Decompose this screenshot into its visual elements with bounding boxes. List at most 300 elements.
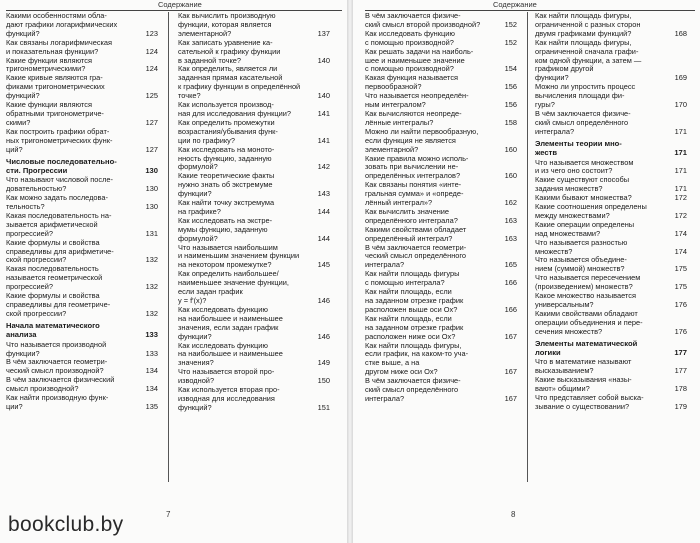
toc-entry-text: с помощью интеграла? (365, 278, 445, 288)
toc-entry-line: В чём заключается физиче- (365, 11, 461, 20)
toc-entry-text: функций? (6, 91, 40, 101)
toc-entry-line: Как записать уравнение ка- (178, 37, 273, 47)
column-divider (527, 12, 528, 482)
toc-page-number: 125 (145, 91, 158, 101)
toc-entry-line: Что называется наибольшим (178, 242, 278, 252)
toc-entry (178, 342, 330, 369)
toc-entry-line: шее и наименьшее значение (365, 55, 465, 65)
toc-entry-line: Как найти площадь фигуры, (365, 340, 462, 350)
toc-page-number: 160 (504, 171, 517, 181)
toc-entry-text: функции? (178, 331, 212, 341)
toc-page-number: 156 (504, 100, 517, 110)
toc-entry-line: Можно ли найти первообразную, (365, 126, 479, 136)
toc-entry-line-with-page (6, 310, 158, 319)
toc-entry-line: Какие соотношения определены (535, 202, 647, 212)
toc-entry-line: Как исследовать на экстре- (178, 215, 273, 225)
toc-entry-line: Как определить, является ли (178, 64, 278, 74)
toc-entry-text: двумя графиками функций? (535, 28, 632, 38)
toc-entry-line: мумы функцию, заданную (178, 224, 268, 234)
toc-entry (535, 221, 687, 239)
toc-entry-line: Какие формулы и свойства (6, 237, 100, 247)
toc-entry (178, 101, 330, 119)
toc-entry (6, 212, 158, 239)
toc-entry (535, 376, 687, 394)
toc-entry-line: изводная для исследования (178, 393, 275, 403)
toc-entry-line: вычисления площади фи- (535, 91, 625, 101)
toc-entry-text: лённые интегралы? (365, 117, 434, 127)
toc-entry-text: на некотором промежутке? (178, 260, 272, 270)
toc-section-heading (6, 157, 158, 176)
toc-entry-text: над множествами? (535, 228, 601, 238)
toc-entry-text: скими? (6, 117, 31, 127)
toc-page-number: 132 (145, 282, 158, 292)
toc-page-number: 144 (317, 206, 330, 216)
toc-entry-line: Как вычислить производную (178, 11, 276, 20)
toc-entry-line: Какими свойствами обладает (365, 224, 467, 234)
toc-entry-text: Какими бывают множества? (535, 193, 632, 203)
toc-entry-text: прогрессией? (6, 228, 54, 238)
toc-entry (365, 342, 517, 378)
toc-page-number: 171 (674, 184, 687, 194)
toc-entry (6, 74, 158, 101)
toc-entry (365, 208, 517, 226)
toc-page-number: 167 (504, 331, 517, 341)
toc-entry (365, 30, 517, 48)
toc-entry (365, 270, 517, 288)
toc-page-number: 172 (674, 193, 687, 203)
toc-entry-text: множеств? (535, 246, 573, 256)
toc-entry-line: ческий смысл определённого (365, 251, 467, 261)
toc-entry-line: возрастания/убывания функ- (178, 126, 278, 136)
toc-entry-line: называется геометрической (6, 273, 103, 283)
toc-entry-line: Как вычислить значение (365, 206, 450, 216)
toc-entry-text: ции? (6, 401, 23, 411)
toc-entry-text: элементарной? (365, 144, 419, 154)
toc-entry (535, 256, 687, 274)
toc-entry-line: Какие операции определены (535, 219, 635, 229)
toc-entry-line: справедливы для геометриче- (6, 300, 111, 309)
toc-entry-line-with-page (535, 128, 687, 137)
toc-section-heading (6, 321, 158, 340)
toc-entry-line: Какие функции являются (6, 100, 92, 110)
toc-entry (535, 239, 687, 257)
toc-entry (535, 159, 687, 177)
toc-entry-line: гральная сумма» и «опреде- (365, 189, 464, 199)
toc-page-number: 171 (674, 148, 687, 158)
toc-entry-line: обратными тригонометриче- (6, 108, 104, 118)
toc-entry-text: и из чего оно состоит? (535, 166, 613, 176)
toc-entry-line: операции объединения и пере- (535, 317, 643, 327)
toc-entry (178, 65, 330, 101)
toc-page-number: 151 (317, 402, 330, 412)
toc-entry-text: значения? (178, 358, 214, 368)
toc-entry-line: если функция не является (365, 135, 456, 145)
toc-column (535, 12, 687, 412)
toc-entry-line: Что называется пересечением (535, 273, 641, 283)
toc-entry (6, 176, 158, 194)
toc-entry (6, 358, 158, 376)
toc-entry (6, 194, 158, 212)
toc-entry-line: Как связаны понятия «инте- (365, 180, 462, 190)
toc-entry (178, 172, 330, 199)
toc-entry-line: функции, которая является (178, 19, 272, 29)
toc-entry-line-with-page (535, 148, 687, 157)
toc-entry-line: на заданном отрезке график (365, 322, 464, 332)
page-header: Содержание (493, 0, 537, 9)
toc-entry (535, 83, 687, 110)
toc-page-number: 176 (674, 300, 687, 309)
toc-page-number: 134 (145, 366, 158, 376)
toc-entry-text: ской прогрессии? (6, 308, 67, 318)
toc-entry-text: с помощью производной? (365, 64, 454, 74)
toc-entry-line: дают графики логарифмических (6, 19, 118, 29)
toc-entry-text: логики (535, 348, 561, 358)
toc-entry-line: В чём заключается физиче- (365, 376, 461, 386)
toc-entry (178, 386, 330, 413)
toc-entry (178, 368, 330, 386)
toc-page-number: 156 (504, 82, 517, 92)
toc-entry-text: ской прогрессии? (6, 255, 67, 265)
toc-entry-text: тригонометрическими? (6, 64, 86, 74)
toc-entry (365, 92, 517, 110)
toc-entry-text: определённых интегралов? (365, 171, 461, 181)
toc-entry-text: определённый интеграл? (365, 233, 453, 243)
toc-column (365, 12, 517, 404)
toc-page-number: 171 (674, 166, 687, 176)
toc-entry-text: ным интегралом? (365, 100, 426, 110)
toc-page-number: 166 (504, 278, 517, 288)
toc-entry-line: Что называется производной (6, 339, 107, 349)
page-number: 8 (511, 510, 516, 519)
toc-entry (365, 288, 517, 315)
toc-page-number: 171 (674, 126, 687, 136)
toc-page-number: 174 (674, 246, 687, 256)
toc-entry-line: Как построить графики обрат- (6, 126, 110, 136)
toc-entry-text: первообразной? (365, 82, 422, 92)
toc-entry-line: ский смысл определённого (535, 117, 629, 127)
toc-entry-text: зывание о существовании? (535, 401, 630, 411)
toc-entry-line: Как используется производ- (178, 100, 274, 110)
toc-entry-text: ческий смысл производной? (6, 366, 104, 376)
toc-entry (178, 244, 330, 271)
toc-entry-line: зывается арифметической (6, 219, 98, 229)
right-page (353, 0, 700, 543)
toc-entry-text: тельность? (6, 202, 45, 212)
toc-entry (365, 110, 517, 128)
toc-page-number: 134 (145, 384, 158, 394)
toc-entry (365, 226, 517, 244)
toc-page-number: 127 (145, 144, 158, 154)
toc-entry-text: сечения множеств? (535, 326, 603, 336)
toc-page-number: 140 (317, 55, 330, 65)
toc-entry-line: Как определить промежутки (178, 117, 275, 127)
toc-entry-line: Как найти площадь фигуры, (535, 37, 632, 47)
toc-entry-text: ций? (6, 144, 23, 154)
toc-entry-line: Какая последовательность на- (6, 210, 112, 220)
toc-page-number: 123 (145, 28, 158, 38)
toc-entry-line-with-page (6, 403, 158, 412)
toc-entry-line: справедливы для арифметиче- (6, 246, 114, 256)
toc-entry-line: на заданном отрезке график (365, 296, 464, 305)
toc-entry (6, 265, 158, 292)
toc-entry-text: интеграла? (365, 260, 405, 270)
toc-page-number: 175 (674, 282, 687, 292)
toc-entry-line: Как найти площадь, если (365, 313, 452, 323)
toc-entry-text: вают» общими? (535, 384, 590, 394)
toc-page-number: 162 (504, 198, 517, 208)
toc-entry-text: ский смысл второй производной? (365, 19, 481, 29)
toc-entry-line: Как используется вторая про- (178, 385, 280, 395)
toc-entry-line: ский смысл определённого (365, 385, 459, 395)
toc-entry-text: задания множеств? (535, 184, 603, 194)
toc-entry-text: в заданной точке? (178, 55, 241, 65)
toc-entry (535, 274, 687, 292)
toc-entry-line: Как определить наибольшее/ (178, 269, 279, 279)
toc-entry-line: Какими особенностями обла- (6, 11, 107, 20)
toc-page-number: 170 (674, 100, 687, 110)
toc-entry-line: В чём заключается физический (6, 375, 115, 385)
toc-entry-line: и наименьшим значением функции (178, 251, 300, 261)
toc-page-number: 142 (317, 162, 330, 172)
toc-entry-text: функции? (535, 73, 569, 83)
page-header: Содержание (158, 0, 202, 9)
toc-entry-line: ных тригонометрических функ- (6, 135, 113, 145)
toc-entry-line-with-page (365, 395, 517, 404)
page-number: 7 (166, 510, 171, 519)
toc-entry-line: Как исследовать функцию (365, 28, 455, 38)
toc-page-number: 167 (504, 393, 517, 403)
toc-entry-line: Как можно задать последова- (6, 193, 108, 203)
toc-entry (535, 12, 687, 39)
toc-entry-text: элементарной? (178, 28, 232, 38)
toc-entry-line: В чём заключается геометри- (6, 357, 108, 367)
toc-entry-line: В чём заключается геометри- (365, 242, 467, 252)
toc-entry (365, 244, 517, 271)
toc-entry-line: ограниченной сначала графи- (535, 46, 639, 56)
toc-entry-line: Какие высказывания «назы- (535, 375, 632, 385)
toc-entry-text: нием (суммой) множеств? (535, 264, 625, 274)
toc-entry (178, 119, 330, 146)
toc-entry-line: Что называют числовой после- (6, 175, 113, 185)
toc-page-number: 174 (674, 228, 687, 238)
toc-entry (535, 292, 687, 310)
toc-entry-line-with-page (535, 348, 687, 357)
toc-entry-line: значения, если задан график (178, 322, 279, 332)
toc-page-number: 158 (504, 117, 517, 127)
toc-page-number: 130 (145, 184, 158, 194)
toc-entry-line: Какое множество называется (535, 291, 636, 301)
toc-entry (178, 12, 330, 39)
toc-entry (6, 341, 158, 359)
toc-entry-text: изводной? (178, 376, 215, 386)
toc-page-number: 177 (674, 366, 687, 376)
toc-entry-line: к графику функции в определённой (178, 82, 301, 92)
toc-entry-text: формулой? (178, 162, 218, 172)
toc-entry-line: Как найти площадь фигуры, (535, 11, 632, 20)
toc-page-number: 124 (145, 64, 158, 74)
toc-page-number: 133 (145, 330, 158, 340)
toc-entry-line: Можно ли упростить процесс (535, 82, 636, 92)
toc-page-number: 130 (145, 202, 158, 212)
toc-entry-line-with-page (6, 330, 158, 339)
toc-page-number: 127 (145, 117, 158, 127)
toc-entry (178, 39, 330, 66)
toc-entry-text: формулой? (178, 233, 218, 243)
toc-entry (365, 74, 517, 92)
toc-entry-line: Что называется объедине- (535, 255, 627, 265)
toc-page-number: 141 (317, 108, 330, 118)
toc-entry-text: другом ниже оси Ox? (365, 367, 438, 377)
toc-page-number: 140 (317, 91, 330, 101)
toc-entry (365, 315, 517, 342)
toc-entry-line: заданная прямая касательной (178, 73, 283, 83)
toc-page-number: 132 (145, 255, 158, 265)
toc-entry (535, 110, 687, 137)
toc-entry (365, 48, 517, 75)
toc-page-number: 176 (674, 326, 687, 336)
toc-entry-line: Какая последовательность (6, 264, 99, 274)
toc-page-number: 172 (674, 210, 687, 220)
toc-entry-line: Как связаны логарифмическая (6, 37, 113, 47)
toc-entry (6, 394, 158, 412)
toc-entry-line: Начала математического (6, 320, 100, 330)
toc-entry-text: довательностью? (6, 184, 67, 194)
toc-entry-line: на наибольшее и наименьшее (178, 349, 283, 359)
toc-entry-line: ограниченной с разных сторон (535, 19, 641, 29)
toc-entry (535, 394, 687, 412)
toc-column (6, 12, 158, 412)
toc-entry (535, 310, 687, 337)
toc-entry-line: Элементы теории мно- (535, 138, 622, 148)
toc-entry (365, 181, 517, 208)
toc-entry-text: функций? (178, 402, 212, 412)
toc-entry-text: функции? (178, 189, 212, 199)
toc-entry (365, 155, 517, 182)
toc-entry-text: функций? (6, 28, 40, 38)
toc-entry-line: Какие теоретические факты (178, 171, 275, 181)
toc-entry-line: Как решать задачи на наиболь- (365, 46, 474, 56)
toc-entry-line: Что называется второй про- (178, 367, 275, 377)
toc-page-number: 178 (674, 384, 687, 394)
toc-entry-line: зовать при вычислении не- (365, 162, 459, 172)
toc-entry-line: Как найти площадь, если (365, 287, 452, 297)
toc-section-heading (535, 339, 687, 358)
toc-entry (365, 128, 517, 155)
toc-entry-line: ком одной функции, а затем — (535, 55, 642, 65)
toc-entry (178, 146, 330, 173)
toc-entry-text: интеграла? (535, 126, 575, 136)
toc-entry-line: Как вычисляются неопреде- (365, 108, 462, 118)
toc-entry-line: Числовые последовательно- (6, 156, 117, 166)
toc-entry-line: Какие функции являются (6, 55, 92, 65)
toc-entry-line: графиком другой (535, 64, 594, 74)
toc-entry-text: лённый интеграл»? (365, 198, 433, 208)
toc-entry-line: В чём заключается физиче- (535, 108, 631, 118)
toc-entry-line: Какие существуют способы (535, 175, 630, 185)
toc-page-number: 144 (317, 233, 330, 243)
toc-entry-text: на графике? (178, 206, 221, 216)
toc-entry-text: определённого интеграла? (365, 215, 458, 225)
toc-entry-line: фиками тригонометрических (6, 82, 105, 92)
toc-page-number: 175 (674, 264, 687, 274)
toc-entry-text: ции по графику? (178, 135, 235, 145)
toc-page-number: 163 (504, 215, 517, 225)
toc-page-number: 145 (317, 260, 330, 270)
toc-entry-line: если задан график (178, 287, 243, 297)
toc-page-number: 165 (504, 260, 517, 270)
toc-entry-line: Какие кривые являются гра- (6, 73, 103, 83)
toc-entry-line: нужно знать об экстремуме (178, 180, 273, 190)
toc-entry (178, 306, 330, 342)
toc-entry-text: y = f'(x)? (178, 296, 207, 305)
toc-entry-line: Что представляет собой выска- (535, 393, 644, 403)
toc-page-number: 135 (145, 401, 158, 411)
toc-entry-text: точке? (178, 91, 201, 101)
toc-entry-line: Как найти площадь фигуры (365, 269, 460, 279)
toc-entry (365, 377, 517, 404)
toc-entry-line: Как исследовать на моното- (178, 144, 275, 154)
toc-entry-text: расположен выше оси Ox? (365, 304, 458, 314)
toc-entry-line: нность функцию, заданную (178, 153, 272, 163)
toc-entry-text: с помощью производной? (365, 37, 454, 47)
toc-page-number: 146 (317, 331, 330, 341)
toc-page-number: 130 (145, 165, 158, 175)
toc-entry-text: универсальным? (535, 300, 594, 309)
toc-entry-line: Как найти точку экстремума (178, 198, 275, 208)
toc-entry (6, 239, 158, 266)
toc-page-number: 160 (504, 144, 517, 154)
toc-entry (365, 12, 517, 30)
toc-entry-line: сательной к графику функции (178, 46, 281, 56)
toc-entry-text: интеграла? (365, 393, 405, 403)
toc-page-number: 167 (504, 367, 517, 377)
toc-page-number: 146 (317, 296, 330, 305)
toc-entry (178, 217, 330, 244)
toc-entry (6, 376, 158, 394)
toc-page-number: 152 (504, 37, 517, 47)
toc-entry-text: сти. Прогрессии (6, 165, 68, 175)
toc-entry (535, 358, 687, 376)
toc-entry-line: Как исследовать функцию (178, 304, 268, 314)
toc-page-number: 131 (145, 228, 158, 238)
toc-entry-line-with-page (535, 403, 687, 412)
toc-entry-line: Что называется неопределён- (365, 91, 469, 101)
toc-page-number: 141 (317, 135, 330, 145)
toc-page-number: 154 (504, 64, 517, 74)
toc-page-number: 149 (317, 358, 330, 368)
left-page (0, 0, 347, 543)
toc-page-number: 152 (504, 19, 517, 29)
toc-entry-line: на наибольшее и наименьшее (178, 313, 283, 323)
site-watermark: bookclub.by (8, 513, 124, 536)
toc-entry-text: гуры? (535, 100, 555, 110)
toc-entry-line: Что в математике называют (535, 357, 632, 367)
toc-page-number: 168 (674, 28, 687, 38)
toc-section-heading (535, 139, 687, 158)
toc-entry (6, 12, 158, 39)
toc-entry-line: Какими свойствами обладают (535, 308, 638, 318)
toc-entry-line: Элементы математической (535, 338, 638, 348)
toc-column (178, 12, 330, 413)
toc-entry (178, 270, 330, 306)
toc-entry-line: Как исследовать функцию (178, 340, 268, 350)
toc-entry (535, 203, 687, 221)
toc-entry-line: наименьшее значение функции, (178, 278, 289, 288)
column-divider (168, 12, 169, 482)
toc-entry-line: если график, на каком-то уча- (365, 349, 469, 359)
toc-page-number: 133 (145, 348, 158, 358)
toc-entry-text: прогрессией? (6, 282, 54, 292)
